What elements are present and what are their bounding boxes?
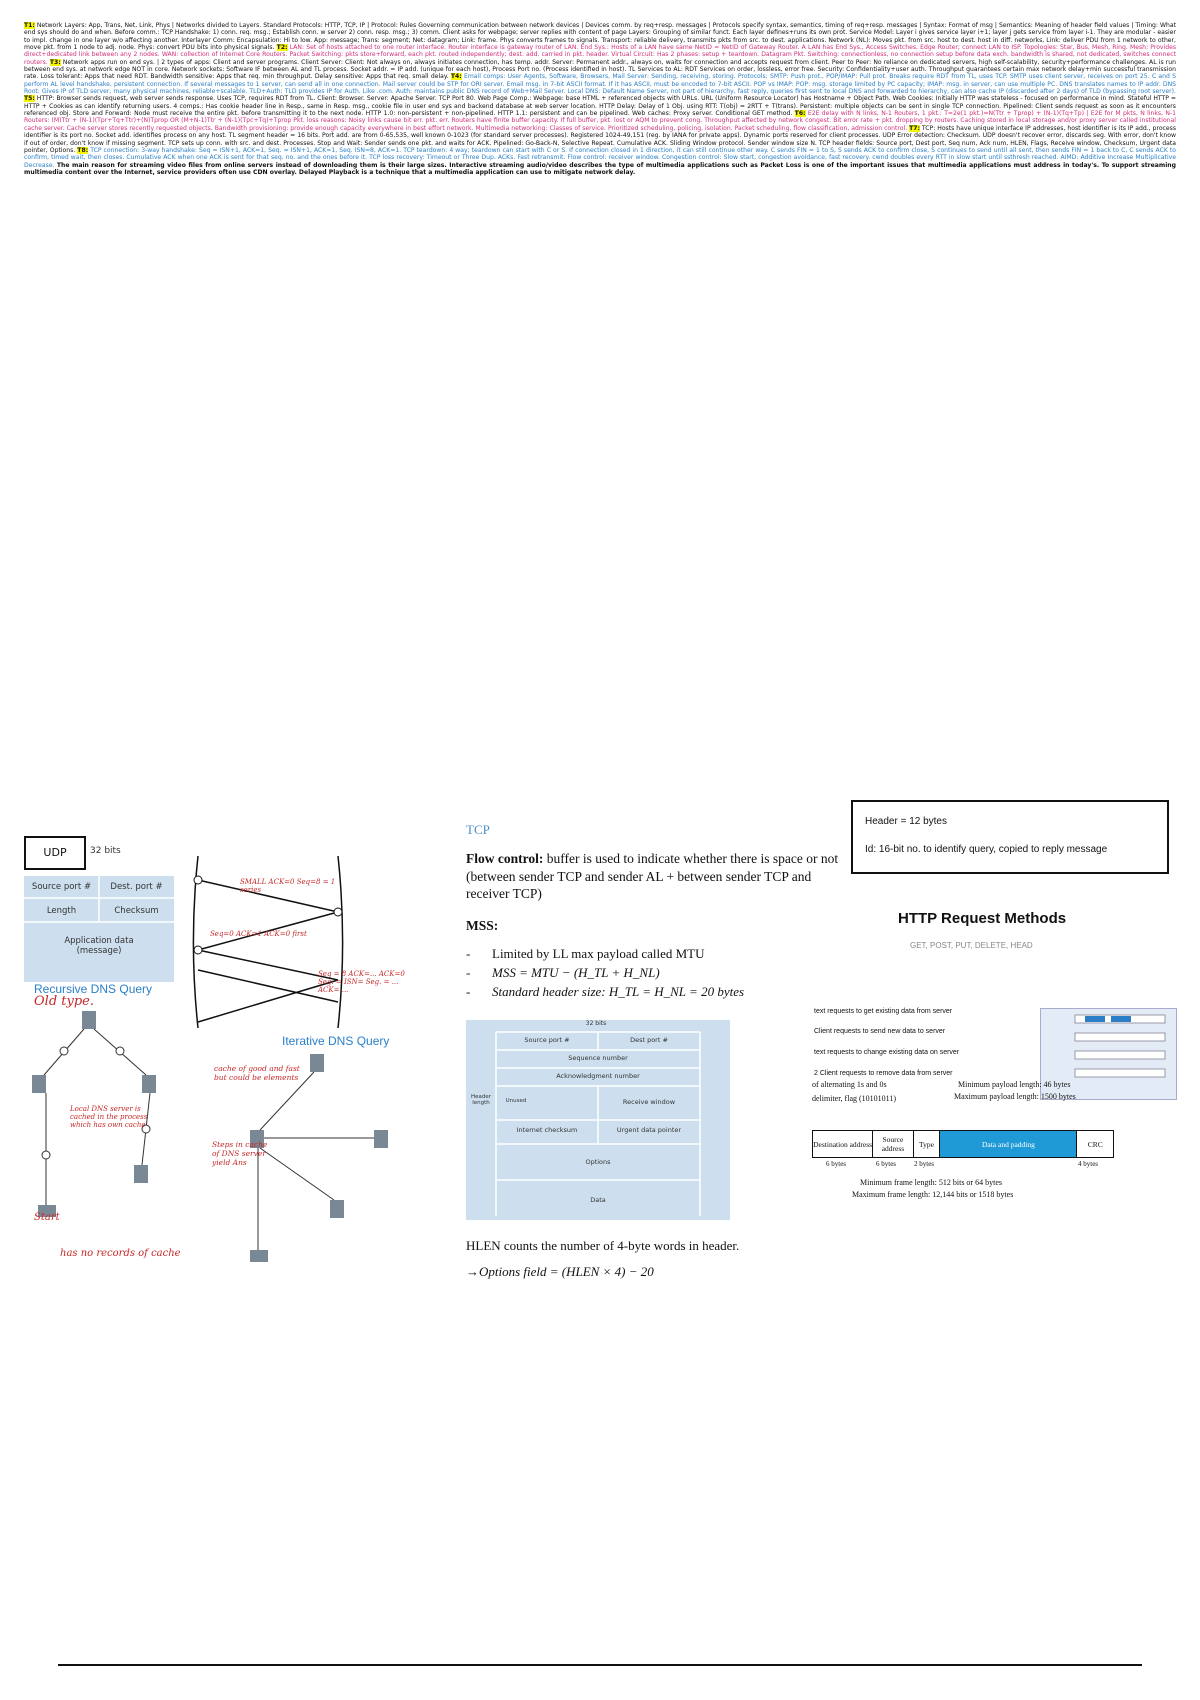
recursive-local-note: Local DNS server is cached in the process which has own cache xyxy=(70,1105,148,1129)
ethernet-size-src: 6 bytes xyxy=(876,1160,897,1168)
topic-t7-text: TCP: Hosts have unique interface IP addresses, host identifier is its IP add., process identifier is its port no. Socket add. identifies process on any host. TL segment header = 16 bits. Port add. are from 0-65,535, well known 0-1023 (for standard server processes). Registered 1024-49,151 (reg. by IANA for private apps). Dynamic ports reserved for client processes. UDP Error detection: Checksum. UDP doesn't recover error, discards seg. With error, don't know if out of order, don't know if missing segment. TCP sets up conn. with src. and dest. Processes. Stop and Wait: Sender sends one pkt. and waits for ACK. Pipelined: Go-Back-N, Selective Repeat. Cumulative ACK. Sliding Window protocol. Sender window size N. TCP header fields: Source port, Dest port, Seq num, Ack num, HLEN, Flags, Receive window, Checksum, Urgent data pointer, Options. xyxy=(24,124,1176,154)
cheat-sheet-text xyxy=(24,22,1176,832)
tcp-unused: Unused xyxy=(505,1098,527,1104)
mss-bullet-2: - MSS = MTU − (H_TL + H_NL) xyxy=(466,963,744,982)
recursive-dns-note: Old type. xyxy=(34,994,94,1009)
tcp-seq-number: Sequence number xyxy=(568,1054,628,1062)
tcp-dest-port: Dest port # xyxy=(630,1036,668,1044)
flow-control-paragraph xyxy=(466,850,846,903)
topic-t4-text: Email comps: User Agents, Software, Browsers, Mail Server: Sending, receiving, storing. Protocols: SMTP: Push prot., POP/IMAP: Pull prot. Breaks require RDT from TL, uses TCP. SMTP uses client server, receives on port 25. C and S perform AL level handshake, persistent connection. If several messages to 1 server, can send all in one connection. Mail server could be STP for ORI server. Email msg. in 7-bit ASCII format. If it has ASCII, must be encoded to 7-bit ASCII. POP vs IMAP: POP: msg. storage limited by PC capacity; IMAP: msg. in server, can use multiple PC. DNS translates names to IP addr. DNS Root: Gives IP of TLD server, many physical machines, reliable+scalable. TLD+Auth: TLD provides IP for Auth. Like .com. Auth: maintains public DNS record of Web+Mail Server. Local DNS: Default Name Server, not part of hierarchy, fast reply, queries first sent to local DNS and forwarded to hierarchy, can also cache IP (discarded after 2 days) of TLD (bypassing root server). xyxy=(24,73,1176,96)
topic-tag-t4: T4: xyxy=(450,73,462,81)
ethernet-field-crc: CRC xyxy=(1087,1139,1103,1149)
dns-header-id: Id: 16-bit no. to identify query, copied to reply message xyxy=(865,844,1108,855)
recursive-dns-title: Recursive DNS Query xyxy=(34,982,153,996)
topic-t6-text: E2E delay with N links, N-1 Routers, 1 pkt.: T=2e(1 pkt.)=N(Ttr + Tprop) + (N-1)(Tq+Tp) | E2E for M pkts, N links, N-1 Routers: (M)Ttr + (N-1)(Tpr+Tq+Ttr)+(N)Tprop OR (M+N-1)Ttr + (N-1)(Tpc+Tq)+Tprop Pkt. loss reasons: Noisy links cause bit err. pkt. err. Routers have finite buffer capacity. If full buffer, pkt. lost or AQM to prevent cong. Throughput affected by network congest. Bit error rate + pkt. dropping by routers. Caching stored in local storage and/or proxy server called institutional cache server. Cache server stores recently requested objects. Bandwidth provisioning: provide enough capacity everywhere in best effort network. Multimedia networking: Classes of service. Prioritized scheduling, policing, isolation. Packet scheduling, flow classification, admission control. xyxy=(24,110,1176,132)
topic-tag-t2: T2: xyxy=(276,44,288,52)
mss-bullets xyxy=(466,944,744,1001)
tcp-receive-window: Receive window xyxy=(622,1098,676,1106)
topic-tag-t8: T8: xyxy=(77,146,89,154)
dns-header-size: Header = 12 bytes xyxy=(865,816,947,827)
topic-tag-t7: T7: xyxy=(909,124,920,132)
ethernet-sfd-note: delimiter, flag (10101011) xyxy=(812,1094,897,1103)
ethernet-size-type: 2 bytes xyxy=(914,1160,935,1168)
tcp-checksum: Internet checksum xyxy=(516,1126,578,1134)
tcp-bits-label: 32 bits xyxy=(585,1020,607,1027)
ethernet-min-payload: Minimum payload length: 46 bytes xyxy=(958,1080,1071,1089)
local-dns-server-icon xyxy=(32,1075,46,1093)
sequence-note-1: SMALL ACK=0 Seq=8 = 1 series xyxy=(240,878,336,894)
ethernet-size-crc: 4 bytes xyxy=(1078,1160,1099,1168)
ethernet-max-frame: Maximum frame length: 12,144 bits or 1518 bytes xyxy=(852,1190,1014,1199)
topic-t2-text: LAN: Set of hosts attached to one router interface. Router interface is gateway router of LAN. End Sys.: Hosts of a LAN have same NetID = NetID of Gateway Router. A LAN has End Sys., Access Switches, Edge Router; connect LAN to ISP. Topologies: Star, Bus, Mesh, Ring. Mesh: Provides direct+dedicated link between any 2 nodes. WAN: collection of Internet Core Routers. Packet Switching: pkts store+forward, each pkt. routed independently; dest. add. carried in pkt. header. Virtual Circuit: Has 2 phases: setup + teardown. Datagram Pkt. Switching: connectionless, no connection setup before data exch. bandwidth is shared, not dedicated, switches connect routers. xyxy=(24,44,1176,66)
tcp-segment-diagram xyxy=(466,1020,730,1220)
udp-checksum: Checksum xyxy=(114,906,159,916)
recursive-start-note: Start xyxy=(34,1212,60,1223)
udp-source-port: Source port # xyxy=(31,882,92,892)
iterative-cache-note: cache of good and fast but could be elements xyxy=(214,1064,300,1082)
tcp-options: Options xyxy=(585,1158,611,1166)
tcp-header-length: Header length xyxy=(470,1094,492,1106)
ethernet-field-type: Type xyxy=(914,1131,941,1157)
http-method-row-put: text requests to change existing data on server xyxy=(814,1049,960,1056)
ethernet-field-dest: Destination address xyxy=(813,1131,873,1157)
tcp-ack-number: Acknowledgment number xyxy=(556,1072,640,1080)
iterative-steps-note: Steps in cache of DNS server yield Ans xyxy=(212,1140,268,1167)
page-bottom-rule xyxy=(58,1664,1142,1666)
tcp-data: Data xyxy=(590,1196,606,1204)
streaming-notes: The main reason for streaming video files from online servers instead of downloading them is their large sizes. Interactive streaming audio/video describes the type of multimedia applications such as Packet Loss is one of the important issues that multimedia applications must address in today's. To support streaming multimedia content over the Internet, service providers often use CDN overlay. Delayed Playback is a technique that a multimedia application can use to mitigate network delay. xyxy=(24,161,1176,176)
authoritative-dns-server-icon xyxy=(134,1165,148,1183)
options-formula: →Options field = (HLEN × 4) − 20 xyxy=(466,1264,654,1279)
tcp-grid xyxy=(466,1020,730,1220)
recursive-cache-note: has no records of cache xyxy=(60,1248,181,1259)
iterative-dns-title: Iterative DNS Query xyxy=(282,1034,390,1048)
mss-label: MSS: xyxy=(466,918,499,933)
ethernet-size-dest: 6 bytes xyxy=(826,1160,847,1168)
recursive-dns-diagram xyxy=(24,1005,214,1265)
ethernet-field-src: Source address xyxy=(873,1131,913,1157)
ethernet-field-data: Data and padding xyxy=(940,1131,1077,1157)
topic-t5-text: HTTP: Browser sends request, web server sends response. Uses TCP, requires RDT from TL. Client: Browser. Server: Apache Server. TCP Port 80. Web Page Comp.: Webpage: base HTML + referenced objects with URLs. URL (Uniform Resource Locator) has Hostname + Object Path. Web Cookies: Initially HTTP was stateless - focused on performance in mind. Stateful HTTP = HTTP + Cookies as can identify returning users. 4 comps.: Has cookie header line in Resp., same in Resp. msg., cookie file in user end sys and backend database at web server location. HTTP Delay: Delay of 1 Obj. using RTT: T(obj) = 2RTT + T(trans). Persistent: multiple objects can be sent in single TCP connection. Pipelined: Client sends request as soon as it encounters referenced obj. Store and Forward: Node must receive the entire pkt. before transmitting it to the next node. HTTP 1.0: non-persistent + non-pipelined. HTTP 1.1: persistent and can be pipelined. Web caches: Proxy server. Conditional GET method. xyxy=(24,95,1176,118)
tcp-heading: TCP xyxy=(466,822,490,837)
topic-t3-text: Network apps run on end sys. | 2 types of apps: Client and server programs. Client Server: Client: Not always on, always initiates connection, has temp. addr. Server: Permanent addr., always on, waits for connection and accepts request from client. Peer to Peer: No reliance on dedicated servers, high self-scalability, security+performance challenges. AL is run between end sys. at network edge NOT in core. Network sockets: Software IF between AL and TL process. Socket addr. = IP add. (unique for each host), Process Port no. (Process identified in host). TL Services to AL: RDT Services on order, lossless, error free. Security: Confidentiality+user auth. Throughput guarantees certain max network delay+min successful transmission rate. Loss tolerant: Apps that need RDT. Bandwidth sensitive: Apps that req. min throughput. Delay sensitive: Apps that req. small delay. xyxy=(24,58,1176,81)
topic-t8-text: TCP connection: 3-way handshake: Seq = ISN+1, ACK=1, Seq. = ISN+1, ACK=1, Seq. ISN=8, ACK=1. TCP teardown: 4 way; teardown can start with C or S. If connection closed in 1 direction, it can still continue other way. C sends FIN = 1 to S, S sends ACK to confirm close, S continues to send until all sent, then sends FIN = 1 back to C, C sends ACK to confirm, timed wait, then closes. Cumulative ACK when one ACK is sent for that seq. no. and the ones before it. TCP loss recovery: Timeout or Three Dup. ACKs. Fast retransmit. Flow control: receiver window. Congestion control: Slow start, congestion avoidance, fast recovery. cwnd doubles every RTT in slow start until ssthresh reached. AIMD: Additive Increase Multiplicative Decrease. xyxy=(24,146,1176,169)
topic-tag-t5: T5: xyxy=(24,95,35,103)
sequence-note-3: Seq = 8 ACK=... ACK=0 Seg. = ISN= Seg. = ... ACK= ... xyxy=(318,970,405,994)
udp-dest-port: Dest. port # xyxy=(110,882,163,892)
ethernet-min-frame: Minimum frame length: 512 bits or 64 bytes xyxy=(860,1178,1002,1187)
hlen-note: HLEN counts the number of 4-byte words in header. xyxy=(466,1238,740,1253)
topic-tag-t6: T6: xyxy=(794,110,806,118)
topic-t1-text: Network Layers: App, Trans, Net, Link, Phys | Networks divided to Layers. Standard Protocols: HTTP, TCP, IP | Protocol: Rules Governing communication between network devices | Devices comm. by req+resp. messages | Protocols specify syntax, semantics, timing of req+resp. messages | Syntax: Format of msg | Semantics: Meaning of header field values | Timing: What end sys should do and when. Before comm.: TCP Handshake: 1) conn. req. msg.; Establish conn. w server 2) conn. resp. msg.; 3) comm. Client asks for webpage; server replies with content of page Layers: Grouping of similar funct. Each layer defines+runs its own prot. Service Model: Layer i gives service layer i+1; layer j gets service from layer i-1. They are modular - easier to impl. change in one layer w/o affecting another. Interlayer Comm: Encapsulation: Hi to low. App: message; Trans: segment; Net: datagram; Link: frame. Phys converts frames to signals. Transport: reliable delivery, transmits pkts from src. to dest. applications. Network (NL): Moves pkt. from src. host to dest. host in diff. networks, Link: deliver PDU from 1 network to other, move pkt. from 1 node to adj. node. Phys: convert PDU bits into physical signals. xyxy=(24,22,1176,52)
http-methods-subtitle: GET, POST, PUT, DELETE, HEAD xyxy=(910,941,1033,950)
udp-bits-label: 32 bits xyxy=(90,846,121,856)
http-method-row-get: text requests to get existing data from server xyxy=(814,1008,953,1015)
topic-tag-t3: T3: xyxy=(49,58,61,66)
udp-segment-diagram xyxy=(24,876,174,982)
mss-bullet-3: - Standard header size: H_TL = H_NL = 20 bytes xyxy=(466,982,744,1001)
http-method-row-post: Client requests to send new data to server xyxy=(814,1028,946,1035)
udp-app-data: Application data (message) xyxy=(64,936,134,956)
ethernet-preamble-note: of alternating 1s and 0s xyxy=(812,1080,887,1089)
ethernet-max-payload: Maximum payload length: 1500 bytes xyxy=(954,1092,1076,1101)
udp-length: Length xyxy=(46,906,77,916)
tcp-source-port: Source port # xyxy=(524,1036,570,1044)
topic-tag-t1: T1: xyxy=(24,22,35,29)
ethernet-frame-diagram xyxy=(812,1130,1114,1158)
udp-label: UDP xyxy=(24,836,86,870)
dns-header-box xyxy=(851,800,1169,874)
http-methods-title: HTTP Request Methods xyxy=(898,910,1067,927)
sequence-note-2: Seq=0 ACK=1 ACK=0 first xyxy=(210,930,307,938)
root-dns-server-icon xyxy=(82,1011,96,1029)
flow-control-text: buffer is used to indicate whether there is space or not (between sender TCP and sender AL + between sender TCP and receiver TCP) xyxy=(466,851,839,901)
tcp-urgent-pointer: Urgent data pointer xyxy=(616,1126,682,1134)
tld-dns-server-icon xyxy=(142,1075,156,1093)
mss-bullet-1: - Limited by LL max payload called MTU xyxy=(466,944,744,963)
http-method-row-delete: 2 Client requests to remove data from server xyxy=(814,1070,953,1077)
flow-control-label: Flow control: xyxy=(466,851,544,866)
